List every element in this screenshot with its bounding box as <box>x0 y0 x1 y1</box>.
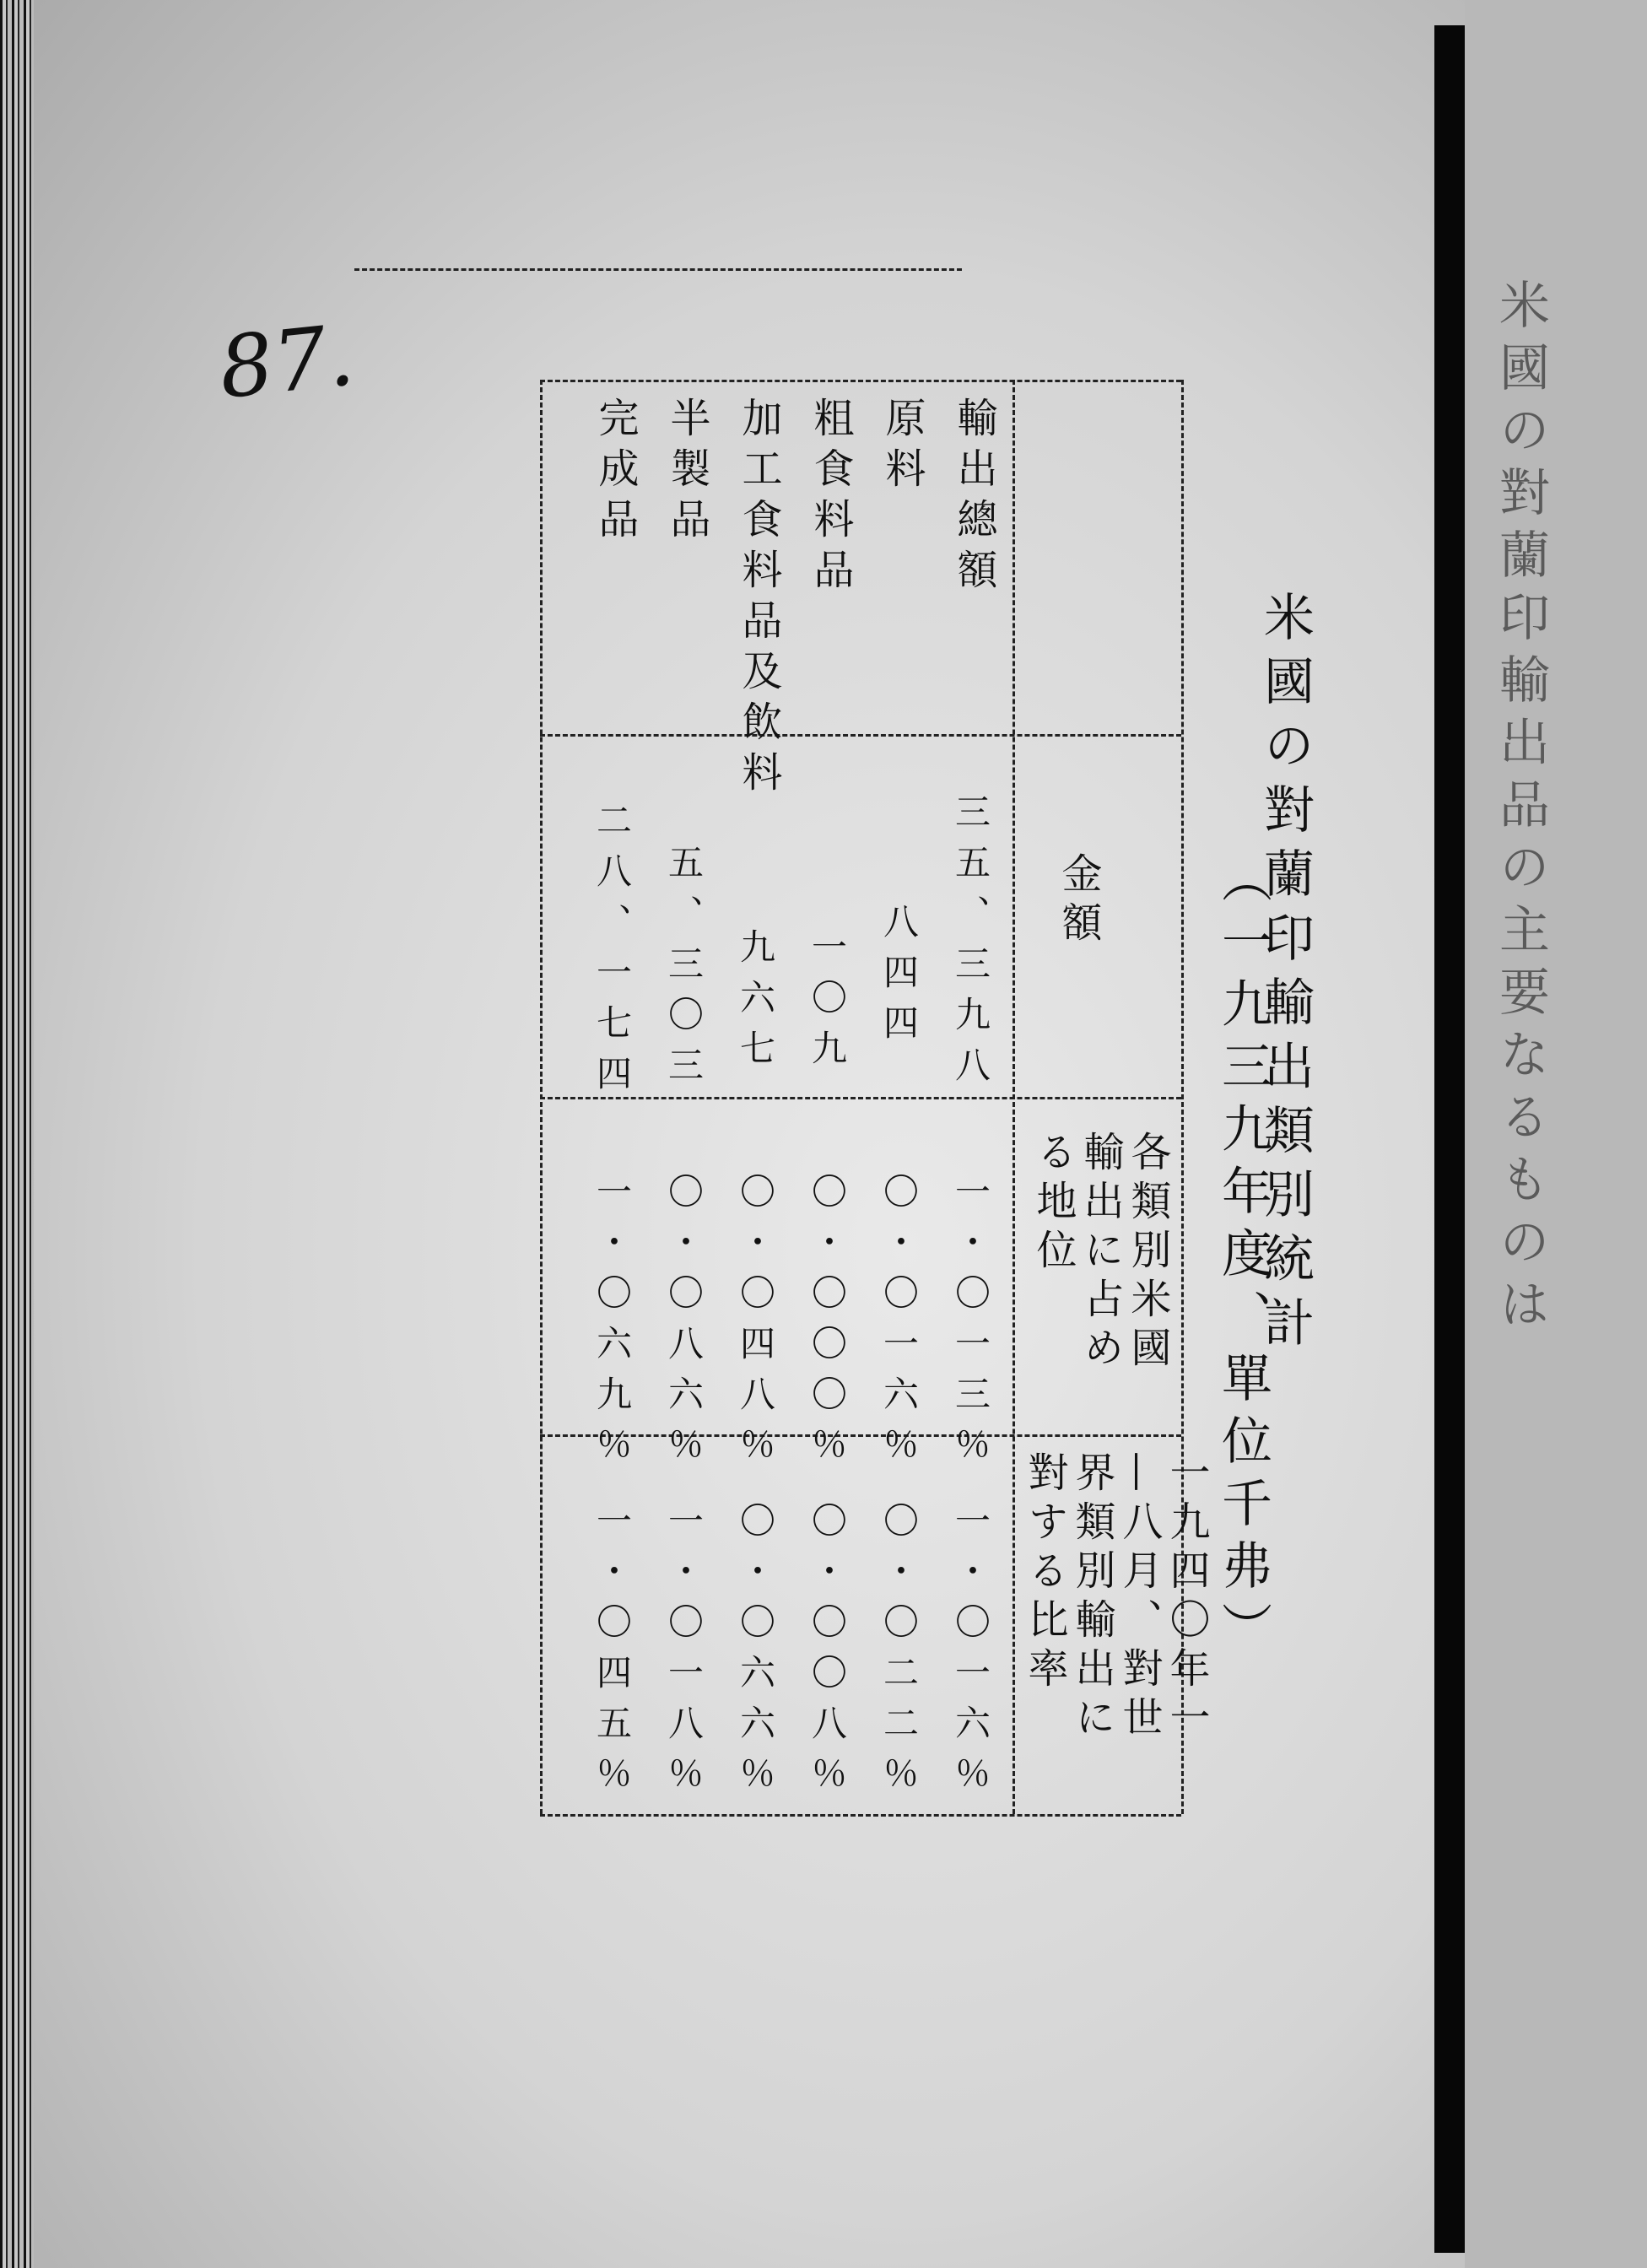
next-page-text: 米國の對蘭印輸出品の主要なるものは <box>1491 278 1550 1340</box>
share-world-raw: 〇・〇二二％ <box>878 1502 920 1806</box>
row-label-semi-finished: 半製品 <box>663 397 710 548</box>
book-edge <box>0 0 34 2268</box>
top-rule <box>354 268 962 271</box>
amount-total: 三五、三九八 <box>950 793 991 1097</box>
header-share-world: 一九四〇年一—八月、對世界類別輸出に對する比率 <box>1021 1451 1210 1745</box>
share-world-finished: 一・〇四五％ <box>591 1502 633 1806</box>
share-world-total: 一・〇一六％ <box>950 1502 991 1806</box>
amount-finished: 二八、一七四 <box>591 802 633 1105</box>
header-divider <box>1012 380 1015 1814</box>
table-border-top <box>540 380 1181 382</box>
table-border-bottom <box>540 1814 1181 1817</box>
row-label-total: 輸出總額 <box>950 397 997 599</box>
share-us-processed-food: 〇・〇四八％ <box>735 1173 776 1477</box>
header-share-in-us: 各類別米國輸出に占める地位 <box>1029 1131 1171 1375</box>
row-label-raw: 原料 <box>878 397 926 498</box>
statistics-table <box>540 380 1350 1814</box>
row-label-crude-food: 粗食料品 <box>807 397 854 599</box>
page-subtitle: （一九三九年度、單位千弗） <box>1213 852 1272 1664</box>
header-amount: 金額 <box>1055 852 1102 950</box>
share-world-processed-food: 〇・〇六六％ <box>735 1502 776 1806</box>
amount-crude-food: 一〇九 <box>807 928 848 1080</box>
share-world-semi-finished: 一・〇一八％ <box>663 1502 705 1806</box>
amount-semi-finished: 五、三〇三 <box>663 844 705 1097</box>
share-world-crude-food: 〇・〇〇八％ <box>807 1502 848 1806</box>
share-us-total: 一・〇一三％ <box>950 1173 991 1477</box>
next-page-sliver <box>1465 0 1647 2268</box>
page-number: 87. <box>214 305 359 418</box>
amount-raw: 八四四 <box>878 903 920 1055</box>
share-us-semi-finished: 〇・〇八六％ <box>663 1173 705 1477</box>
share-us-raw: 〇・〇一六％ <box>878 1173 920 1477</box>
share-us-crude-food: 〇・〇〇〇％ <box>807 1173 848 1477</box>
row-label-processed-food: 加工食料品及飲料 <box>735 397 782 802</box>
share-us-finished: 一・〇六九％ <box>591 1173 633 1477</box>
page-title: 米國の對蘭印輸出類別統計 <box>1256 591 1315 1360</box>
row-divider-1 <box>540 734 1181 737</box>
book-spine <box>1434 25 1465 2253</box>
row-label-finished: 完成品 <box>591 397 639 548</box>
amount-processed-food: 九六七 <box>735 928 776 1080</box>
